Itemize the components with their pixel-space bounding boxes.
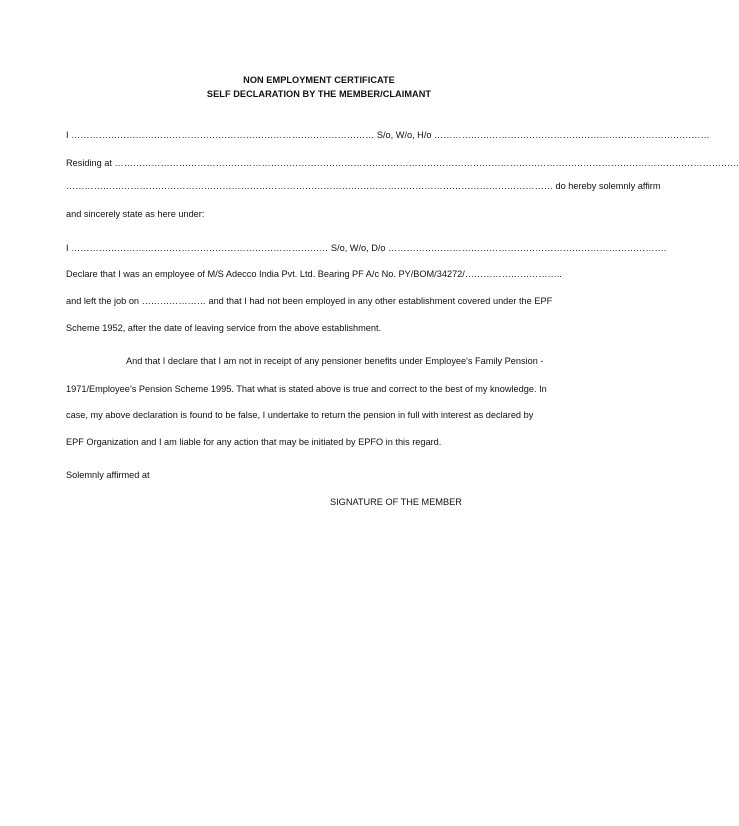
left-job-line: and left the job on ………………… and that I had not been employed in any other establishment covered under the EPF [66, 296, 553, 306]
epfo-liability-line: EPF Organization and I am liable for any action that may be initiated by EPFO in this regard. [66, 437, 442, 447]
employee-declaration-line: Declare that I was an employee of M/S Adecco India Pvt. Ltd. Bearing PF A/c No. PY/BOM/34272/………………………….. [66, 269, 562, 279]
name-relation-line: I ……………………………………………………………………………………… S/o, W/o, H/o ……………………………………………………………………………… [66, 130, 710, 140]
document-title: NON EMPLOYMENT CERTIFICATE [243, 75, 395, 85]
solemnly-affirmed-line: Solemnly affirmed at [66, 470, 150, 480]
document-subtitle: SELF DECLARATION BY THE MEMBER/CLAIMANT [206, 89, 432, 99]
false-declaration-line: case, my above declaration is found to be false, I undertake to return the pension in full with interest as declared by [66, 410, 534, 420]
second-name-relation-line: I ………………………………………………………………………… S/o, W/o, D/o ………………………………………………………………………………. [66, 243, 667, 253]
address-affirm-line: …………………………………………………………………………………………………………………………………………… do hereby solemnly affirm [66, 181, 661, 191]
signature-label: SIGNATURE OF THE MEMBER [330, 497, 462, 507]
sincerely-state-line: and sincerely state as here under: [66, 209, 205, 219]
pension-declaration-line: And that I declare that I am not in receipt of any pensioner benefits under Employee's Family Pension - [126, 356, 544, 366]
pension-scheme-line: 1971/Employee’s Pension Scheme 1995. That what is stated above is true and correct to the best of my knowledge. In [66, 384, 547, 394]
scheme-line: Scheme 1952, after the date of leaving service from the above establishment. [66, 323, 382, 333]
residing-line: Residing at …………………………………………………………………………………………………………………………………………………………………………………… [66, 158, 739, 168]
